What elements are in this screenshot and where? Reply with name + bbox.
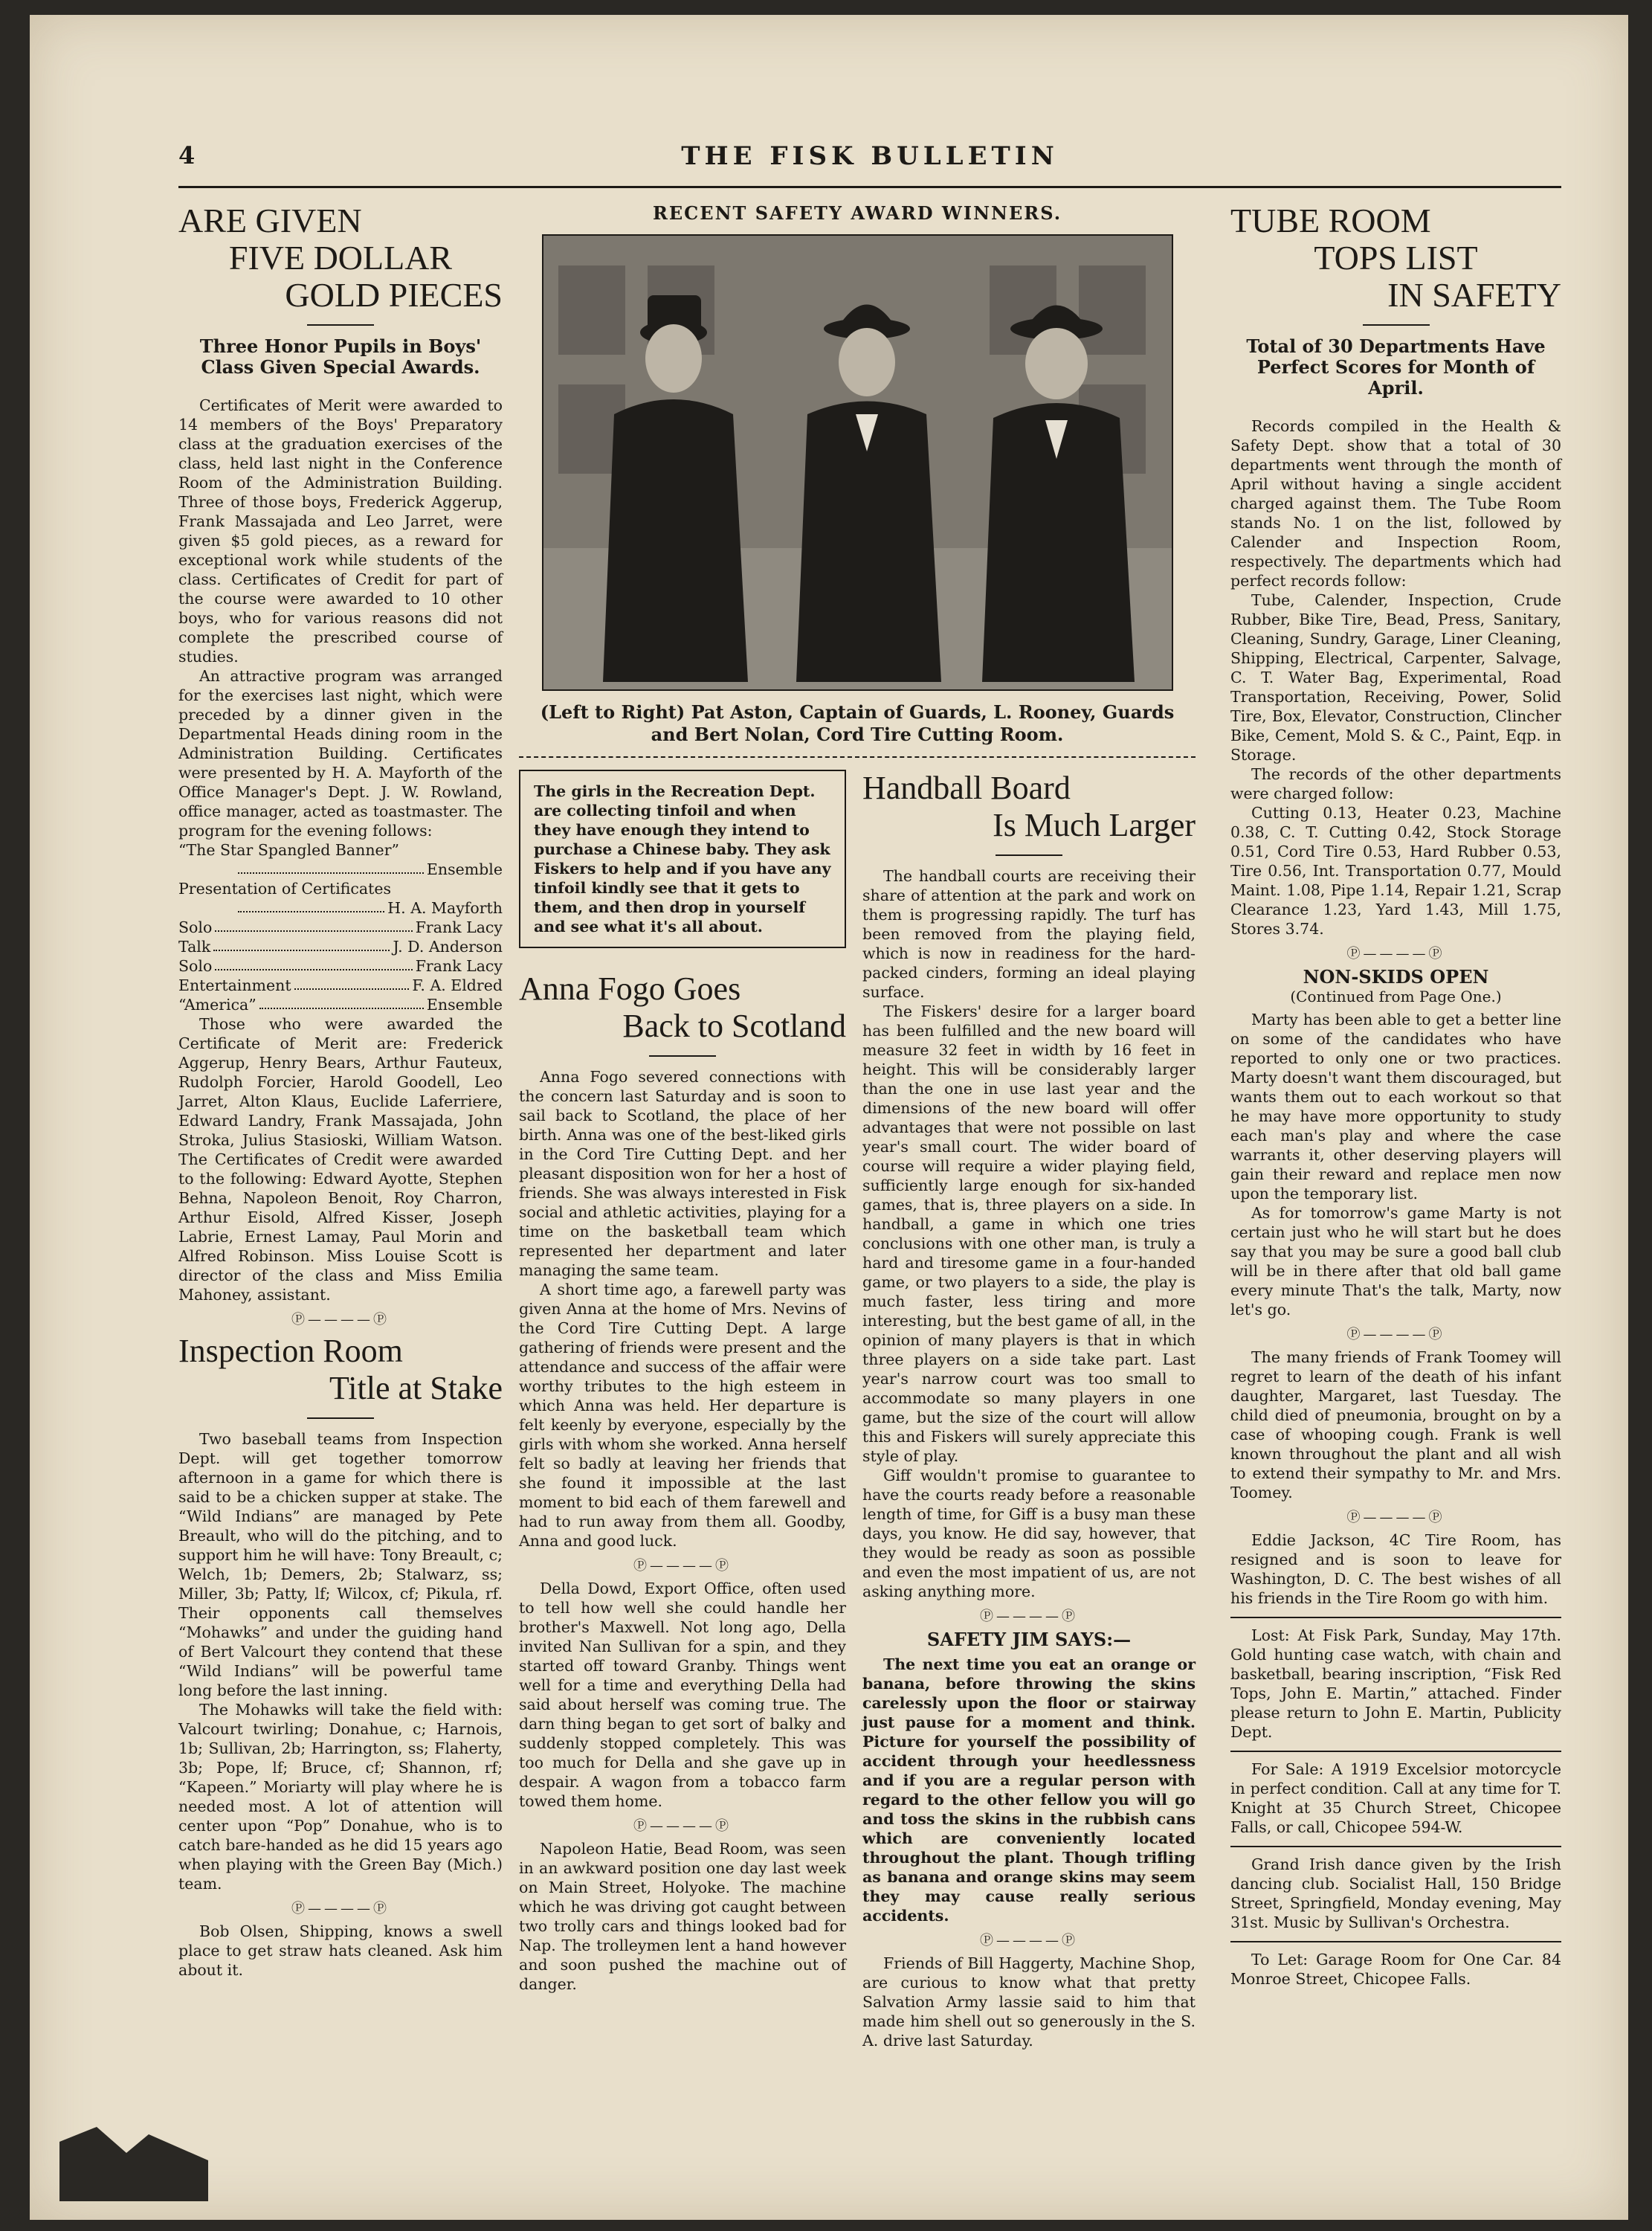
divider <box>649 1055 716 1057</box>
article-paragraph: Those who were awarded the Certificate of Merit are: Frederick Aggerup, Henry Bears, Arthur Fauteux, Rudolph Forcier, Harold Goodell, Leo Jarret, Alton Klaus, Euclide Laferriere, Edward Landry, Frank Massajada, John Stroka, Julius Stasioski, William Watson. The Certificates of Credit were awarded to the following: Edward Ayotte, Stephen Behna, Napoleon Benoit, Roy Charron, Arthur Eisold, Alfred Kisser, Joseph Labrie, Ernest Lamay, Paul Morin and Alfred Robinson. Miss Louise Scott is director of the class and Miss Emilia Mahoney, assistant. <box>178 1015 503 1304</box>
classified-text: Grand Irish dance given by the Irish dancing club. Socialist Hall, 150 Bridge Street, Springfield, Monday evening, May 31st. Music by Sullivan's Orchestra. <box>1230 1855 1561 1931</box>
article-paragraph: The many friends of Frank Toomey will regret to learn of the death of his infant daughter, Margaret, last Tuesday. The child died of pneumonia, brought on by a case of whooping cough. Frank is well known throughout the plant and all wish to extend their sympathy to Mr. and Mrs. Toomey. <box>1230 1348 1561 1501</box>
subcolumn-right <box>862 770 1196 2050</box>
divider <box>307 324 374 326</box>
program-row: Solo Frank Lacy <box>178 918 503 936</box>
ornament-divider: Ⓟ————Ⓟ <box>980 1933 1078 1948</box>
center-subcolumns <box>519 770 1196 2050</box>
headline-line: Title at Stake <box>329 1370 503 1406</box>
headline-line: GOLD PIECES <box>285 276 503 314</box>
program-row: Talk J. D. Anderson <box>178 938 503 956</box>
program-row: H. A. Mayforth <box>178 898 503 918</box>
headline-line: Is Much Larger <box>993 807 1196 843</box>
program-row: Entertainment F. A. Eldred <box>178 976 503 994</box>
article-paragraph: The handball courts are receiving their share of attention at the park and work on them is progressing rapidly. The turf has been removed from the playing field, which is now in readiness for the hard-packed cinders, forming an ideal playing surface. <box>862 867 1196 1001</box>
program-row: “The Star Spangled Banner” <box>178 841 399 859</box>
article-paragraph: As for tomorrow's game Marty is not certain just who he will start but he does say that you may be sure a good ball club will be in there after that old ball game every minute That's the talk, Marty, now let's go. <box>1230 1204 1561 1319</box>
article-paragraph: Giff wouldn't promise to guarantee to have the courts ready before a reasonable length of time, for Giff is a busy man these days, you know. He did say, however, that they would be ready as soon as possible and even the most impatient of us, are not asking anything more. <box>862 1467 1196 1600</box>
ornament-divider: Ⓟ————Ⓟ <box>1346 946 1445 962</box>
ornament-divider: Ⓟ————Ⓟ <box>633 1558 732 1574</box>
newspaper-sheet <box>30 15 1628 2220</box>
article-paragraph: Two baseball teams from Inspection Dept. will get together tomorrow afternoon in a game for which there is said to be a chicken supper at stake. The “Wild Indians” are managed by Pete Breault, who will do the pitching, and to support him he will have: Tony Breault, c; Welch, 1b; Demers, 2b; Stalwarz, ss; Miller, 3b; Patty, lf; Wilcox, cf; Pikula, rf. Their opponents call themselves “Mohawks” and under the guiding hand of Bert Valcourt they contend that these “Wild Indians” will be powerful tame long before the last inning. <box>178 1430 503 1699</box>
program-row: Presentation of Certificates <box>178 880 392 898</box>
photo-illustration <box>543 236 1172 689</box>
article-paragraph: Napoleon Hatie, Bead Room, was seen in an awkward position one day last week on Main Street, Holyoke. The machine which he was driving got caught between two trolly cars and things looked bad for Nap. The trolleymen lent a hand however and soon pushed the machine out of danger. <box>519 1840 846 1993</box>
masthead: THE FISK BULLETIN <box>681 141 1059 171</box>
classified-garage <box>1230 1941 1561 1989</box>
classified-text: To Let: Garage Room for One Car. 84 Monroe Street, Chicopee Falls. <box>1230 1951 1561 1988</box>
headline-line: Anna Fogo Goes <box>519 970 741 1007</box>
page-header <box>178 141 1561 188</box>
headline-line: TUBE ROOM <box>1230 202 1431 239</box>
classified-dance <box>1230 1846 1561 1932</box>
subheadline: Total of 30 Departments Have Perfect Scores for Month of April. <box>1246 335 1546 399</box>
ornament-divider: Ⓟ————Ⓟ <box>633 1818 732 1834</box>
article-paragraph: The records of the other departments were charged follow: <box>1230 765 1561 802</box>
article-paragraph: Bob Olsen, Shipping, knows a swell place to get straw hats cleaned. Ask him about it. <box>178 1922 503 1979</box>
program-row: Solo Frank Lacy <box>178 957 503 975</box>
ornament-divider: Ⓟ————Ⓟ <box>291 1312 390 1327</box>
classified-lost <box>1230 1617 1561 1742</box>
photo-title: RECENT SAFETY AWARD WINNERS. <box>652 202 1062 224</box>
photo-caption: (Left to Right) Pat Aston, Captain of Guards, L. Rooney, Guards and Bert Nolan, Cord Tire Cutting Room. <box>540 701 1175 745</box>
article-paragraph: Certificates of Merit were awarded to 14 members of the Boys' Preparatory class at the graduation exercises of the class, held last night in the Conference Room of the Administration Building. Three of those boys, Frederick Aggerup, Frank Massajada and Leo Jarret, were given $5 gold pieces, as a reward for exceptional work while students of the class. Certificates of Credit for part of the course were awarded to 10 other boys, who for various reasons did not complete the prescribed course of studies. <box>178 396 503 666</box>
ornament-divider: Ⓟ————Ⓟ <box>291 1901 390 1916</box>
article-paragraph: Records compiled in the Health & Safety Dept. show that a total of 30 departments went through the month of April without having a single accident charged against them. The Tube Room stands No. 1 on the list, followed by Calender and Inspection Room, respectively. The departments which had perfect records follow: <box>1230 417 1561 590</box>
divider <box>1363 324 1430 326</box>
article-paragraph: Eddie Jackson, 4C Tire Room, has resigned and is soon to leave for Washington, D. C. The best wishes of all his friends in the Tire Room go with him. <box>1230 1531 1561 1607</box>
article-paragraph: Della Dowd, Export Office, often used to tell how well she could handle her brother's Maxwell. Not long ago, Della invited Nan Sullivan for a spin, and they started off toward Granby. Things went well for a time and everything Della had said about herself was coming true. The darn thing began to get sort of balky and suddenly stopped completely. This was too much for Della and she gave up in despair. A wagon from a tobacco farm towed them home. <box>519 1580 846 1810</box>
article-paragraph: Marty has been able to get a better line on some of the candidates who have reported to only one or two practices. Marty doesn't want them discouraged, but wants them out to each workout so that he may have more opportunity to study each man's play and where the case warrants it, other deserving players will gain their reward and replace men now upon the temporary list. <box>1230 1011 1561 1203</box>
article-paragraph: Friends of Bill Haggerty, Machine Shop, are curious to know what that pretty Salvation Army lassie said to him that made him shell out so generously in the S. A. drive last Saturday. <box>862 1954 1196 2050</box>
article-paragraph: An attractive program was arranged for the exercises last night, which were preceded by a dinner given in the Departmental Heads dining room in the Administration Building. Certificates were presented by H. A. Mayforth of the Office Manager's Dept. J. W. Rowland, office manager, acted as toastmaster. The program for the evening follows: <box>178 667 503 840</box>
headline-line: Back to Scotland <box>622 1008 846 1044</box>
divider <box>996 854 1062 856</box>
subheadline: Three Honor Pupils in Boys' Class Given Special Awards. <box>199 335 482 378</box>
ornament-divider: Ⓟ————Ⓟ <box>980 1609 1078 1624</box>
headline-line: Inspection Room <box>178 1333 403 1369</box>
ornament-divider: Ⓟ————Ⓟ <box>1346 1327 1445 1342</box>
safety-paragraph: The next time you eat an orange or banana, before throwing the skins carelessly upon the floor or stairway just pause for a moment and think. Picture for yourself the possibility of accident through your heedlessness and if you are a regular person with regard to the other fellow you will go and toss the skins in the rubbish cans which are conveniently located throughout the plant. Though trifling as banana and orange skins may seem they may cause really serious accidents. <box>862 1655 1196 1925</box>
subcolumn-left <box>519 770 846 2050</box>
column-left <box>178 202 503 1980</box>
tinfoil-notice: The girls in the Recreation Dept. are collecting tinfoil and when they have enough they intend to purchase a Chinese baby. They ask Fiskers to help and if you have any tinfoil kindly see that it gets to them, and then drop in yourself and see what it's all about. <box>519 770 846 948</box>
safety-heading: SAFETY JIM SAYS:— <box>926 1629 1132 1650</box>
program-row: Ensemble <box>178 860 503 879</box>
divider <box>519 752 1196 758</box>
nonskids-continued: (Continued from Page One.) <box>1290 988 1502 1005</box>
classified-text: Lost: At Fisk Park, Sunday, May 17th. Gold hunting case watch, with chain and basketball, bearing inscription, “Fisk Red Tops, John E. Martin,” attached. Finder please return to John E. Martin, Publicity Dept. <box>1230 1626 1561 1741</box>
newspaper-page <box>178 141 1561 2209</box>
classified-sale <box>1230 1751 1561 1837</box>
headline-line: FIVE DOLLAR <box>228 239 453 277</box>
article-paragraph: The Mohawks will take the field with: Valcourt twirling; Donahue, c; Harnois, 1b; Sullivan, 2b; Harrington, ss; Flaherty, 3b; Pope, lf; Bruce, cf; Shannon, rf; “Kapeen.” Moriarty will play where he is needed most. A lot of attention will center upon “Pop” Donahue, who is to catch bare-handed as he did 15 years ago when playing with the Green Bay (Mich.) team. <box>178 1701 503 1893</box>
article-paragraph: The Fiskers' desire for a larger board has been fulfilled and the new board will measure 32 feet in width by 16 feet in height. This will be considerably larger than the one in use last year and the dimensions of the new board will offer advantages that were not possible on last year's small court. The wider board of course will require a wider playing field, sufficiently large enough for six-handed games, that is, three players on a side. In handball, a game in which one tries conclusions with one other man, is truly a hard and tiresome game in a four-handed game, or two players to a side, the play is much faster, less tiring and more interesting, but the best game of all, in the opinion of many players is that in which three players on a side take part. Last year's narrow court was too small to accommodate so many players in one game, but the size of the court will allow this and Fiskers will surely appreciate this style of play. <box>862 1002 1196 1465</box>
headline-line: TOPS LIST <box>1314 239 1478 277</box>
column-right <box>1230 202 1561 1989</box>
ornament-divider: Ⓟ————Ⓟ <box>1346 1510 1445 1525</box>
headline-line: Handball Board <box>862 770 1071 806</box>
classified-text: For Sale: A 1919 Excelsior motorcycle in perfect condition. Call at any time for T. Knight at 35 Church Street, Chicopee Falls, or call, Chicopee 594-W. <box>1230 1760 1561 1836</box>
program-row: “America” Ensemble <box>178 996 503 1014</box>
column-center <box>519 202 1196 2050</box>
headline-line: IN SAFETY <box>1387 276 1561 314</box>
article-paragraph: Anna Fogo severed connections with the concern last Saturday and is soon to sail back to Scotland, the place of her birth. Anna was one of the best-liked girls in the Cord Tire Cutting Dept. and her pleasant disposition won for her a host of friends. She was always interested in Fisk social and athletic activities, playing for a time on the basketball team which represented her department and later managing the same team. <box>519 1068 846 1279</box>
divider <box>307 1417 374 1419</box>
program-list <box>178 840 503 1014</box>
article-paragraph: Cutting 0.13, Heater 0.23, Machine 0.38, C. T. Cutting 0.42, Stock Storage 0.51, Cord Tire 0.53, Hard Rubber 0.53, Tire 0.56, Int. Transportation 0.77, Mould Maint. 1.08, Pipe 1.14, Repair 1.21, Scrap Clearance 1.23, Yard 1.43, Mill 1.75, Stores 3.74. <box>1230 804 1561 938</box>
headline-line: ARE GIVEN <box>178 202 362 239</box>
page-number: 4 <box>178 141 196 170</box>
article-paragraph: Tube, Calender, Inspection, Crude Rubber, Bike Tire, Bead, Press, Sanitary, Cleaning, Sundry, Garage, Liner Cleaning, Shipping, Electrical, Carpenter, Salvage, C. T. Water Bag, Experimental, Road Transportation, Receiving, Power, Solid Tire, Box, Elevator, Construction, Clincher Bike, Cement, Mold S. & C., Paint, Eqp. in Storage. <box>1230 591 1561 764</box>
nonskids-heading: NON-SKIDS OPEN <box>1303 966 1489 988</box>
award-winners-photo <box>542 234 1173 691</box>
article-paragraph: A short time ago, a farewell party was given Anna at the home of Mrs. Nevins of the Cord Tire Cutting Dept. A large gathering of friends were present and the attendance and success of the affair were worthy tributes to the high esteem in which Anna was held. Her departure is felt keenly by everyone, especially by the girls with whom she worked. Anna herself felt so badly at leaving her friends that she found it impossible at the last moment to bid each of them farewell and had to run away from them all. Goodby, Anna and good luck. <box>519 1281 846 1550</box>
